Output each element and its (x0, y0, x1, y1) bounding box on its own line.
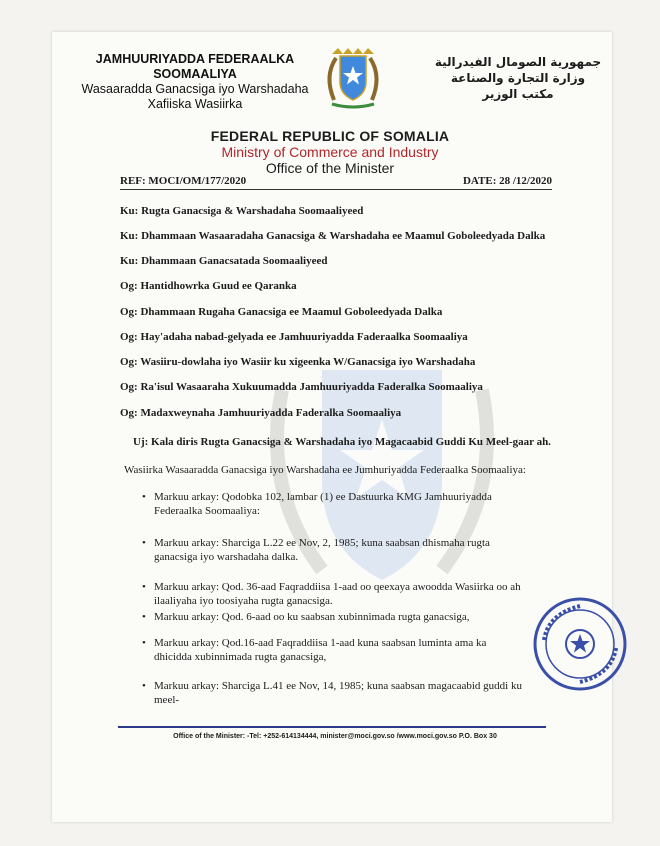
list-item: • Markuu arkay: Qod. 36-aad Faqraddiisa 1-aad oo qeexaya awoodda Wasiirka oo ah ilaaliyaha iyo toosiyaha rugta ganacsiga. (142, 581, 521, 607)
footer-contact: Office of the Minister: -Tel: +252-614134444, minister@moci.gov.so /www.moci.gov.so P.O. Box 30 (173, 733, 497, 740)
addressee-line: Og: Hantidhowrka Guud ee Qaranka (120, 280, 297, 292)
header-left-line3: Xafiiska Wasiirka (147, 97, 243, 111)
header-right-line1: جمهورية الصومال الفيدرالية (434, 55, 602, 69)
addressee-line: Og: Dhammaan Rugaha Ganacsiga ee Maamul Goboleedyada Dalka (120, 306, 443, 318)
list-item: • Markuu arkay: Qodobka 102, lambar (1) ee Dastuurka KMG Jamhuuriyadda Federaalka Soomaaliya: (142, 491, 492, 517)
header-left-line2: Wasaaradda Ganacsiga iyo Warshadaha (81, 82, 309, 96)
office-en: Office of the Minister (265, 160, 395, 176)
center-header (120, 128, 540, 176)
list-item: • Markuu arkay: Sharciga L.22 ee Nov, 2, 1985; kuna saabsan dhismaha rugta ganacsiga iyo warshadaha dalka. (142, 537, 490, 563)
header-right-line2: وزارة التجارة والصناعة (450, 71, 586, 85)
header-right-arabic (418, 54, 618, 102)
header-left (70, 52, 320, 112)
addressee-line: Ku: Dhammaan Ganacsatada Soomaaliyeed (120, 255, 328, 267)
addressee-line: Ku: Rugta Ganacsiga & Warshadaha Soomaaliyeed (120, 205, 364, 217)
intro-line: Wasiirka Wasaaradda Ganacsiga iyo Warshadaha ee Jumhuriyadda Federaalka Soomaaliya: (124, 464, 526, 476)
header-divider (120, 189, 552, 190)
addressee-line: Ku: Dhammaan Wasaaradaha Ganacsiga & Warshadaha ee Maamul Goboleedyada Dalka (120, 230, 546, 242)
addressee-line: Og: Hay'adaha nabad-gelyada ee Jamhuuriyadda Faderaalka Soomaaliya (120, 331, 468, 343)
title-en: FEDERAL REPUBLIC OF SOMALIA (210, 128, 450, 144)
ministry-en: Ministry of Commerce and Industry (221, 144, 439, 160)
list-item: • Markuu arkay: Qod.16-aad Faqraddiisa 1-aad kuna saabsan luminta ama ka dhicidda xubinnimada rugta ganacsiga, (142, 637, 487, 663)
official-stamp-icon (530, 594, 630, 694)
header-left-line1: JAMHUURIYADDA FEDERAALKA SOOMAALIYA (95, 52, 295, 81)
addressee-line: Og: Madaxweynaha Jamhuuriyadda Faderalka Soomaaliya (120, 407, 402, 419)
addressee-line: Og: Wasiiru-dowlaha iyo Wasiir ku xigeenka W/Ganacsiga iyo Warshadaha (120, 356, 476, 368)
list-item: • Markuu arkay: Qod. 6-aad oo ku saabsan xubinnimada rugta ganacsiga, (142, 611, 470, 623)
subject-line: Uj: Kala diris Rugta Ganacsiga & Warshadaha iyo Magacaabid Guddi Ku Meel-gaar ah. (133, 436, 551, 448)
reference-number: REF: MOCI/OM/177/2020 (120, 175, 247, 187)
list-item: • Markuu arkay: Sharciga L.41 ee Nov, 14, 1985; kuna saabsan magacaabid guddi ku meel- (142, 680, 522, 706)
footer-divider (118, 726, 546, 728)
addressee-line: Og: Ra'isul Wasaaraha Xukuumadda Jamhuuriyadda Faderalka Soomaaliya (120, 381, 483, 393)
header-right-line3: مكتب الوزير (482, 87, 554, 101)
somalia-coat-of-arms-icon (318, 42, 388, 112)
letter-date: DATE: 28 /12/2020 (462, 175, 552, 187)
